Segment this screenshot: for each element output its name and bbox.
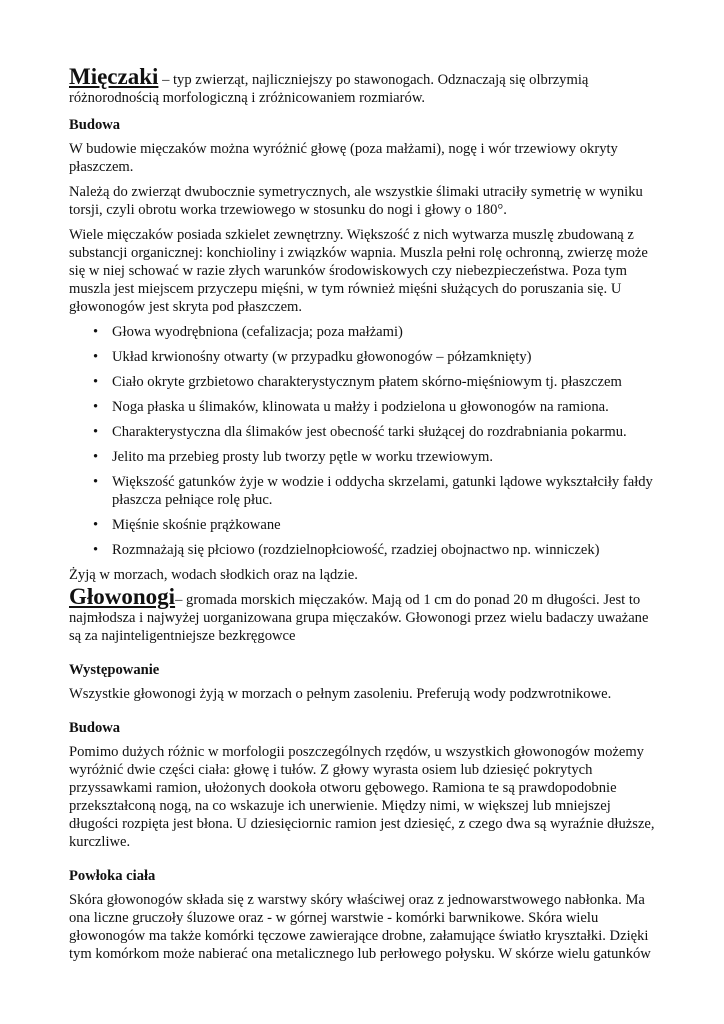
list-item: [69, 423, 659, 441]
molluscs-title: Mięczaki: [69, 64, 159, 89]
body-covering-heading: Powłoka ciała: [69, 868, 156, 884]
cephalopods-intro: [69, 586, 659, 645]
molluscs-paragraph-3: Wiele mięczaków posiada szkielet zewnętrzny. Większość z nich wytwarza muszlę zbudowaną z substancji organicznej: konchioliny i związków wapnia. Muszla pełni rolę ochronną, zwierzę może się w niej schować w razie złych warunków środowiskowych czy niebezpieczeństwa. Poza tym muszla jest miejscem przyczepu mięśni, w tym również mięśni służących do poruszania się. U głowonogów jest skryta pod płaszczem.: [69, 227, 648, 315]
list-item: [69, 516, 659, 534]
bullet-glyph: •: [93, 474, 99, 490]
molluscs-intro: [69, 66, 659, 107]
bullet-glyph: •: [93, 324, 99, 340]
cephalopods-intro-text: – gromada morskich mięczaków. Mają od 1 cm do ponad 20 m długości. Jest to najmłodsza i najwyżej uorganizowana grupa mięczaków. Głowonogi przez wielu badaczy uważane są za najinteligentniejsze bezkręgowce: [69, 592, 649, 644]
molluscs-features-list: [69, 323, 659, 559]
molluscs-structure-heading: Budowa: [69, 117, 121, 133]
bullet-glyph: •: [93, 374, 99, 390]
list-item-text: Jelito ma przebieg prosty lub tworzy pętle w worku trzewiowym.: [112, 449, 493, 465]
list-item-text: Rozmnażają się płciowo (rozdzielnopłciowość, rzadziej obojnactwo np. winniczek): [112, 542, 600, 558]
bullet-glyph: •: [93, 399, 99, 415]
list-item-text: Mięśnie skośnie prążkowane: [112, 517, 281, 533]
list-item-text: Głowa wyodrębniona (cefalizacja; poza małżami): [112, 324, 403, 340]
bullet-glyph: •: [93, 542, 99, 558]
list-item: [69, 448, 659, 466]
list-item: [69, 373, 659, 391]
molluscs-habitat: Żyją w morzach, wodach słodkich oraz na lądzie.: [69, 567, 358, 583]
bullet-glyph: •: [93, 349, 99, 365]
list-item-text: Charakterystyczna dla ślimaków jest obecność tarki służącej do rozdrabniania pokarmu.: [112, 424, 627, 440]
list-item-text: Noga płaska u ślimaków, klinowata u małży i podzielona u głowonogów na ramiona.: [112, 399, 609, 415]
list-item: [69, 398, 659, 416]
list-item-text: Większość gatunków żyje w wodzie i oddycha skrzelami, gatunki lądowe wykształciły fałdy płaszcza pełniące rolę płuc.: [112, 474, 653, 508]
list-item: [69, 541, 659, 559]
document-page: [69, 66, 659, 963]
cephalopods-title: Głowonogi: [69, 584, 176, 609]
occurrence-heading: Występowanie: [69, 662, 160, 678]
list-item-text: Ciało okryte grzbietowo charakterystycznym płatem skórno-mięśniowym tj. płaszczem: [112, 374, 622, 390]
bullet-glyph: •: [93, 449, 99, 465]
molluscs-paragraph-2: Należą do zwierząt dwubocznie symetrycznych, ale wszystkie ślimaki utraciły symetrię w wyniku torsji, czyli obrotu worka trzewiowego w stosunku do nogi i głowy o 180°.: [69, 184, 643, 218]
bullet-glyph: •: [93, 517, 99, 533]
occurrence-paragraph: Wszystkie głowonogi żyją w morzach o pełnym zasoleniu. Preferują wody podzwrotnikowe.: [69, 686, 612, 702]
body-covering-paragraph: Skóra głowonogów składa się z warstwy skóry właściwej oraz z jednowarstwowego nabłonka. Ma ona liczne gruczoły śluzowe oraz - w górnej warstwie - komórki barwnikowe. Skóra wielu głowonogów ma także komórki tęczowe zawierające drobne, załamujące światło kryształki. Dzięki tym komórkom może nabierać ona metalicznego lub perłowego połysku. W skórze wielu gatunków: [69, 892, 651, 962]
cephalopods-structure-paragraph: Pomimo dużych różnic w morfologii poszczególnych rzędów, u wszystkich głowonogów możemy wyróżnić dwie części ciała: głowę i tułów. Z głowy wyrasta osiem lub dziesięć pokrytych przyssawkami ramion, ułożonych dookoła otworu gębowego. Ramiona te są prawdopodobnie przekształconą nogą, na co wskazuje ich unerwienie. Między nimi, w większej lub mniejszej długości rozpięta jest błona. U dziesięciornic ramion jest dziesięć, z czego dwa są wyraźnie dłuższe, kurczliwe.: [69, 744, 655, 850]
list-item-text: Układ krwionośny otwarty (w przypadku głowonogów – półzamknięty): [112, 349, 532, 365]
molluscs-intro-text: – typ zwierząt, najliczniejszy po stawonogach. Odznaczają się olbrzymią różnorodnością morfologiczną i zróżnicowaniem rozmiarów.: [69, 72, 589, 106]
bullet-glyph: •: [93, 424, 99, 440]
cephalopods-structure-heading: Budowa: [69, 720, 121, 736]
list-item: [69, 473, 659, 509]
list-item: [69, 348, 659, 366]
molluscs-paragraph-1: W budowie mięczaków można wyróżnić głowę (poza małżami), nogę i wór trzewiowy okryty płaszczem.: [69, 141, 618, 175]
list-item: [69, 323, 659, 341]
